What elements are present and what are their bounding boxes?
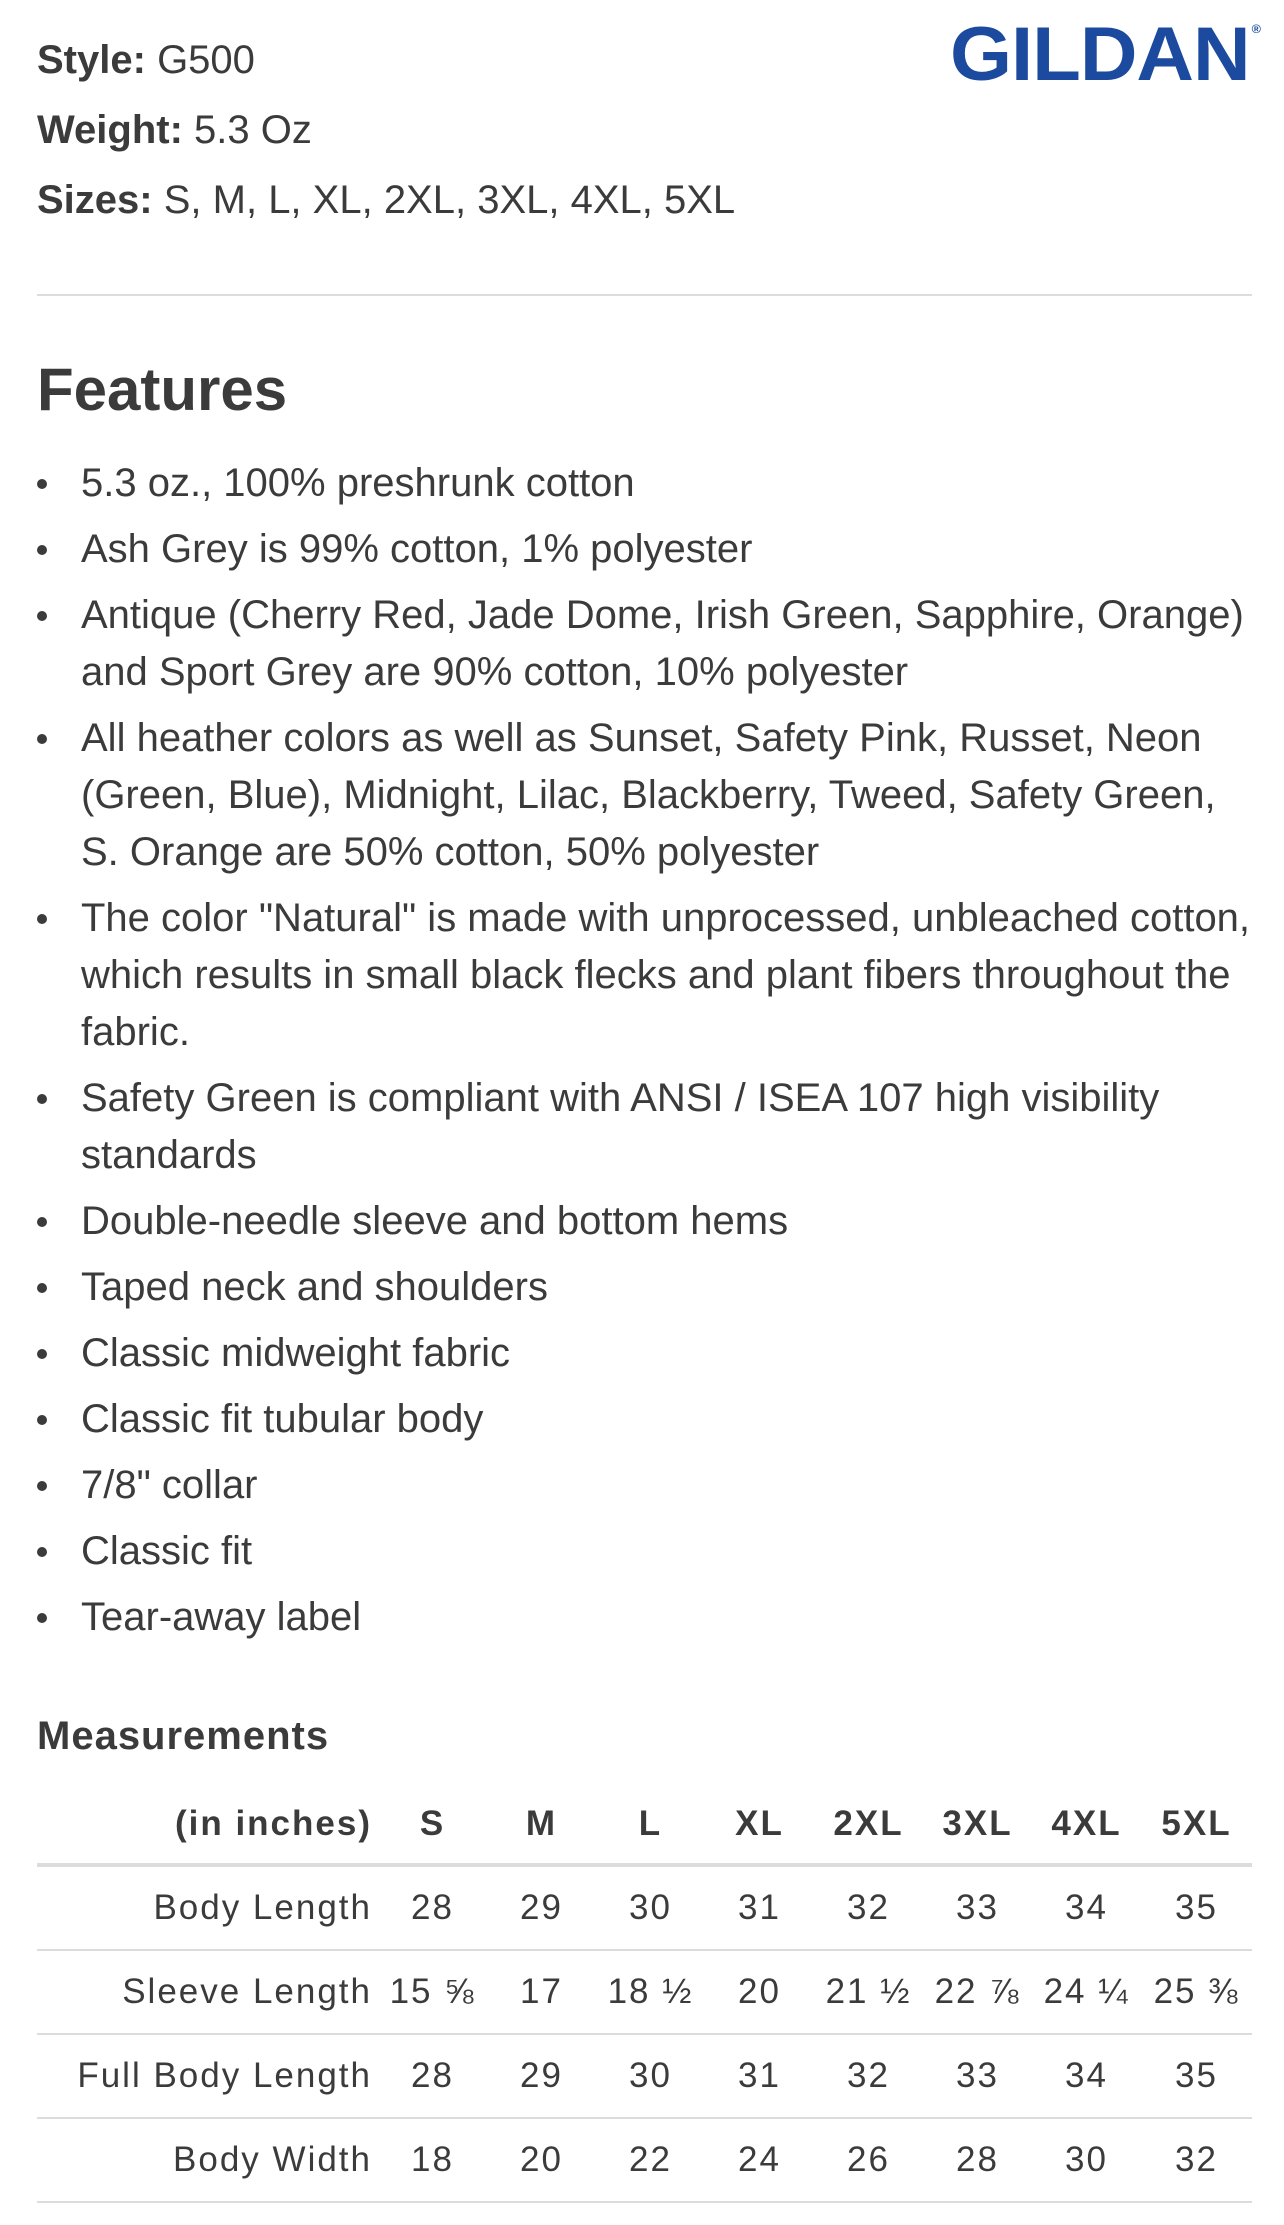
measurement-value: 30 bbox=[629, 2056, 672, 2095]
table-header-row bbox=[37, 1785, 1252, 1865]
measurement-value: 29 bbox=[520, 2056, 563, 2095]
feature-item bbox=[0, 1325, 1284, 1382]
bullet-icon bbox=[37, 1547, 47, 1557]
spec-weight bbox=[37, 106, 312, 154]
measurement-value: 17 bbox=[520, 1972, 563, 2011]
size-header: XL bbox=[735, 1804, 784, 1843]
measurement-value: 33 bbox=[956, 2056, 999, 2095]
measurement-value: 22 ⅞ bbox=[934, 1972, 1021, 2011]
size-header: 5XL bbox=[1161, 1804, 1232, 1843]
measurement-value: 24 ¼ bbox=[1043, 1972, 1130, 2011]
measurement-label: Body Width bbox=[173, 2140, 372, 2179]
spec-style-value: G500 bbox=[157, 38, 255, 82]
measurement-value: 29 bbox=[520, 1888, 563, 1927]
spec-sizes bbox=[37, 176, 735, 224]
bullet-icon bbox=[37, 1217, 47, 1227]
feature-item bbox=[0, 1259, 1284, 1316]
bullet-icon bbox=[37, 545, 47, 555]
size-header: S bbox=[419, 1804, 446, 1843]
measurement-value: 32 bbox=[847, 2056, 890, 2095]
size-header: 2XL bbox=[833, 1804, 904, 1843]
table-row bbox=[37, 1950, 1252, 2034]
measurement-value: 26 bbox=[847, 2140, 890, 2179]
spec-weight-value: 5.3 Oz bbox=[194, 108, 312, 152]
feature-item bbox=[0, 1589, 1284, 1646]
spec-sizes-value: S, M, L, XL, 2XL, 3XL, 4XL, 5XL bbox=[163, 178, 736, 222]
measurement-label: Body Length bbox=[153, 1888, 372, 1927]
bullet-icon bbox=[37, 611, 47, 621]
table-row bbox=[37, 1865, 1252, 1950]
bullet-icon bbox=[37, 734, 47, 744]
measurement-value: 31 bbox=[738, 2056, 781, 2095]
feature-item bbox=[0, 587, 1284, 701]
measurement-value: 20 bbox=[520, 2140, 563, 2179]
bullet-icon bbox=[37, 914, 47, 924]
feature-item bbox=[0, 710, 1284, 881]
feature-text: Tear-away label bbox=[81, 1595, 362, 1639]
logo-text: GILDAN bbox=[950, 12, 1250, 97]
measurement-value: 35 bbox=[1175, 2056, 1218, 2095]
measurement-value: 34 bbox=[1065, 2056, 1108, 2095]
measurement-value: 28 bbox=[411, 2056, 454, 2095]
measurement-label: Full Body Length bbox=[77, 2056, 372, 2095]
measurement-value: 33 bbox=[956, 1888, 999, 1927]
measurement-label: Sleeve Length bbox=[122, 1972, 372, 2011]
feature-text: Classic fit tubular body bbox=[81, 1397, 484, 1441]
measurements-heading: Measurements bbox=[37, 1714, 330, 1758]
units-header: (in inches) bbox=[174, 1804, 372, 1843]
measurement-value: 31 bbox=[738, 1888, 781, 1927]
spec-style bbox=[37, 36, 255, 84]
measurement-value: 30 bbox=[629, 1888, 672, 1927]
measurements-table bbox=[37, 1785, 1252, 2203]
measurement-value: 22 bbox=[629, 2140, 672, 2179]
measurement-value: 15 ⅝ bbox=[389, 1972, 476, 2011]
feature-text: 7/8" collar bbox=[81, 1463, 258, 1507]
feature-item bbox=[0, 455, 1284, 512]
measurement-value: 28 bbox=[956, 2140, 999, 2179]
table-row bbox=[37, 2118, 1252, 2202]
feature-text: All heather colors as well as Sunset, Safety Pink, Russet, Neon (Green, Blue), Midnight, Lilac, Blackberry, Tweed, Safety Green, S. Orange are 50% cotton, 50% polyester bbox=[81, 716, 1216, 874]
size-header: 3XL bbox=[942, 1804, 1013, 1843]
features-heading: Features bbox=[37, 356, 288, 423]
feature-item bbox=[0, 1523, 1284, 1580]
gildan-logo bbox=[950, 14, 1260, 96]
measurement-value: 18 ½ bbox=[607, 1972, 694, 2011]
features-list bbox=[0, 455, 1284, 1655]
bullet-icon bbox=[37, 1613, 47, 1623]
feature-item bbox=[0, 1457, 1284, 1514]
bullet-icon bbox=[37, 1283, 47, 1293]
measurement-value: 28 bbox=[411, 1888, 454, 1927]
feature-text: Taped neck and shoulders bbox=[81, 1265, 548, 1309]
feature-text: Ash Grey is 99% cotton, 1% polyester bbox=[81, 527, 753, 571]
measurement-value: 32 bbox=[847, 1888, 890, 1927]
spec-style-label: Style: bbox=[37, 38, 146, 82]
feature-text: The color "Natural" is made with unprocessed, unbleached cotton, which results in small black flecks and plant fibers throughout the fabric. bbox=[81, 896, 1251, 1054]
measurement-value: 18 bbox=[411, 2140, 454, 2179]
bullet-icon bbox=[37, 479, 47, 489]
table-row bbox=[37, 2034, 1252, 2118]
feature-text: Classic midweight fabric bbox=[81, 1331, 511, 1375]
measurement-value: 32 bbox=[1175, 2140, 1218, 2179]
feature-item bbox=[0, 521, 1284, 578]
feature-text: Safety Green is compliant with ANSI / ISEA 107 high visibility standards bbox=[81, 1076, 1160, 1177]
size-header: L bbox=[638, 1804, 663, 1843]
measurement-value: 21 ½ bbox=[825, 1972, 912, 2011]
measurement-value: 25 ⅜ bbox=[1153, 1972, 1240, 2011]
feature-text: Classic fit bbox=[81, 1529, 253, 1573]
bullet-icon bbox=[37, 1415, 47, 1425]
spec-weight-label: Weight: bbox=[37, 108, 183, 152]
bullet-icon bbox=[37, 1481, 47, 1491]
bullet-icon bbox=[37, 1349, 47, 1359]
registered-mark: ® bbox=[1251, 22, 1260, 36]
size-header: 4XL bbox=[1051, 1804, 1122, 1843]
measurement-value: 35 bbox=[1175, 1888, 1218, 1927]
measurement-value: 24 bbox=[738, 2140, 781, 2179]
bullet-icon bbox=[37, 1094, 47, 1104]
measurement-value: 30 bbox=[1065, 2140, 1108, 2179]
feature-text: Double-needle sleeve and bottom hems bbox=[81, 1199, 789, 1243]
feature-item bbox=[0, 1391, 1284, 1448]
section-divider bbox=[37, 294, 1252, 296]
measurement-value: 20 bbox=[738, 1972, 781, 2011]
feature-item bbox=[0, 890, 1284, 1061]
measurement-value: 34 bbox=[1065, 1888, 1108, 1927]
feature-item bbox=[0, 1193, 1284, 1250]
feature-text: 5.3 oz., 100% preshrunk cotton bbox=[81, 461, 635, 505]
size-header: M bbox=[525, 1804, 558, 1843]
feature-item bbox=[0, 1070, 1284, 1184]
spec-sizes-label: Sizes: bbox=[37, 178, 153, 222]
feature-text: Antique (Cherry Red, Jade Dome, Irish Green, Sapphire, Orange) and Sport Grey are 90% cotton, 10% polyester bbox=[81, 593, 1244, 694]
